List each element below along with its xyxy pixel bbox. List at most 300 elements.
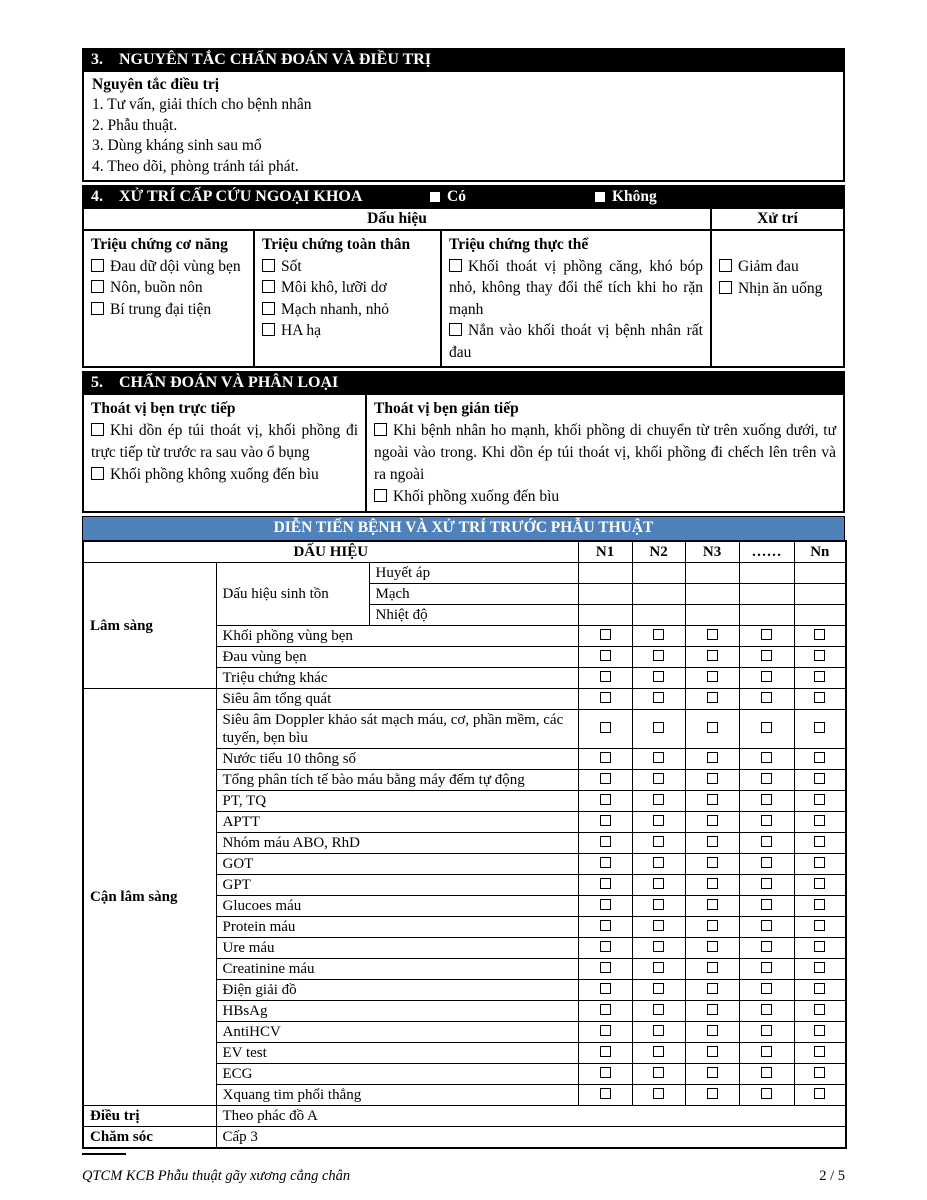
- checkbox[interactable]: [262, 280, 275, 293]
- day-cell: [794, 626, 846, 647]
- day-cell: [685, 938, 739, 959]
- row-label: Đau vùng bẹn: [216, 647, 578, 668]
- day-cell: [685, 791, 739, 812]
- checkbox[interactable]: [707, 773, 718, 784]
- care-value: Cấp 3: [216, 1127, 846, 1149]
- day-cell: [739, 917, 794, 938]
- checkbox[interactable]: [374, 423, 387, 436]
- day-cell: [578, 833, 632, 854]
- progress-title-bar: [82, 516, 845, 540]
- checkbox[interactable]: [600, 920, 611, 931]
- form-content: [82, 48, 845, 1185]
- row-label: AntiHCV: [216, 1022, 578, 1043]
- checkbox[interactable]: [761, 1046, 772, 1057]
- checkbox[interactable]: [707, 794, 718, 805]
- day-cell: [739, 668, 794, 689]
- sign-group-title: Triệu chứng cơ năng: [91, 236, 228, 254]
- checkbox[interactable]: [814, 671, 825, 682]
- checkbox[interactable]: [600, 815, 611, 826]
- day-cell: [739, 791, 794, 812]
- checkbox[interactable]: [653, 836, 664, 847]
- checkbox-item: Khối phồng không xuống đến bìu: [91, 464, 358, 486]
- checkbox[interactable]: [653, 1004, 664, 1015]
- day-cell: [794, 749, 846, 770]
- checkbox[interactable]: [761, 1067, 772, 1078]
- day-cell: [685, 1043, 739, 1064]
- section5-header: [82, 371, 845, 395]
- checkbox[interactable]: [707, 692, 718, 703]
- option-yes[interactable]: [430, 188, 466, 206]
- table-header-row: [83, 541, 846, 563]
- day-cell: [739, 812, 794, 833]
- checkbox[interactable]: [600, 857, 611, 868]
- day-cell: [685, 896, 739, 917]
- day-cell: [685, 605, 739, 626]
- checkbox[interactable]: [719, 281, 732, 294]
- checkbox[interactable]: [600, 671, 611, 682]
- checkbox[interactable]: [814, 794, 825, 805]
- day-header-cell: N1: [578, 541, 632, 563]
- checkbox[interactable]: [653, 692, 664, 703]
- checkbox[interactable]: [707, 920, 718, 931]
- day-header-cell: N2: [632, 541, 685, 563]
- checkbox[interactable]: [91, 259, 104, 272]
- checkbox[interactable]: [653, 857, 664, 868]
- day-cell: [739, 647, 794, 668]
- checkbox-item: Khối thoát vị phồng căng, khó bóp nhỏ, không thay đổi thể tích khi ho rặn mạnh: [449, 257, 703, 318]
- day-cell: [794, 854, 846, 875]
- checkbox-item: Nắn vào khối thoát vị bệnh nhân rất đau: [449, 322, 703, 361]
- checkbox[interactable]: [653, 1025, 664, 1036]
- checkbox[interactable]: [814, 752, 825, 763]
- row-label: Glucoes máu: [216, 896, 578, 917]
- day-cell: [794, 1001, 846, 1022]
- checkbox[interactable]: [707, 752, 718, 763]
- day-cell: [739, 1064, 794, 1085]
- checkbox[interactable]: [761, 857, 772, 868]
- checkbox[interactable]: [91, 423, 104, 436]
- day-cell: [578, 563, 632, 584]
- day-cell: [632, 1085, 685, 1106]
- option-yes-label: Có: [447, 188, 466, 206]
- row-label: GPT: [216, 875, 578, 896]
- day-cell: [739, 896, 794, 917]
- footer-document-name: QTCM KCB Phẫu thuật gãy xương cẳng chân: [82, 1168, 351, 1185]
- sign-group: [255, 231, 442, 366]
- checkbox[interactable]: [814, 1046, 825, 1057]
- day-cell: [632, 1043, 685, 1064]
- day-cell: [794, 563, 846, 584]
- day-cell: [578, 1085, 632, 1106]
- checkbox[interactable]: [707, 899, 718, 910]
- checkbox-item: Môi khô, lưỡi dơ: [262, 277, 433, 299]
- checkbox[interactable]: [262, 323, 275, 336]
- checkbox[interactable]: [707, 983, 718, 994]
- checkbox[interactable]: [91, 280, 104, 293]
- checkbox[interactable]: [374, 489, 387, 502]
- day-cell: [794, 917, 846, 938]
- day-cell: [685, 626, 739, 647]
- checkbox[interactable]: [707, 815, 718, 826]
- checkbox[interactable]: [761, 983, 772, 994]
- checkbox-yes-icon[interactable]: [430, 192, 440, 202]
- checkbox[interactable]: [707, 629, 718, 640]
- day-cell: [685, 749, 739, 770]
- day-cell: [578, 812, 632, 833]
- day-cell: [794, 710, 846, 749]
- principle-item: 4. Theo dõi, phòng tránh tái phát.: [92, 157, 299, 175]
- row-label: EV test: [216, 1043, 578, 1064]
- checkbox[interactable]: [761, 1025, 772, 1036]
- day-cell: [794, 812, 846, 833]
- day-cell: [685, 668, 739, 689]
- classification-title: Thoát vị bẹn trực tiếp: [91, 400, 236, 418]
- checkbox[interactable]: [653, 941, 664, 952]
- checkbox[interactable]: [600, 752, 611, 763]
- checkbox[interactable]: [761, 941, 772, 952]
- checkbox[interactable]: [814, 899, 825, 910]
- principles-list: [92, 95, 835, 177]
- day-cell: [578, 689, 632, 710]
- row-label: PT, TQ: [216, 791, 578, 812]
- checkbox[interactable]: [814, 941, 825, 952]
- sign-group: [442, 231, 712, 366]
- section3-title: NGUYÊN TẮC CHẨN ĐOÁN VÀ ĐIỀU TRỊ: [119, 51, 432, 68]
- checkbox[interactable]: [653, 629, 664, 640]
- checkbox[interactable]: [761, 722, 772, 733]
- day-cell: [632, 980, 685, 1001]
- day-cell: [739, 875, 794, 896]
- checkbox[interactable]: [653, 962, 664, 973]
- day-cell: [794, 875, 846, 896]
- day-cell: [794, 770, 846, 791]
- section4-header: [82, 185, 845, 209]
- treatment-column: [712, 231, 843, 366]
- checkbox[interactable]: [653, 773, 664, 784]
- day-cell: [794, 1022, 846, 1043]
- day-cell: [578, 584, 632, 605]
- checkbox[interactable]: [600, 629, 611, 640]
- checkbox[interactable]: [761, 1088, 772, 1099]
- day-cell: [739, 563, 794, 584]
- checkbox[interactable]: [600, 1088, 611, 1099]
- checkbox[interactable]: [600, 983, 611, 994]
- checkbox[interactable]: [449, 323, 462, 336]
- checkbox[interactable]: [761, 920, 772, 931]
- checkbox[interactable]: [600, 1004, 611, 1015]
- row-label: Triệu chứng khác: [216, 668, 578, 689]
- checkbox[interactable]: [653, 794, 664, 805]
- checkbox[interactable]: [814, 857, 825, 868]
- checkbox[interactable]: [761, 1004, 772, 1015]
- checkbox[interactable]: [761, 650, 772, 661]
- checkbox[interactable]: [707, 671, 718, 682]
- checkbox[interactable]: [91, 467, 104, 480]
- checkbox[interactable]: [653, 722, 664, 733]
- checkbox[interactable]: [600, 899, 611, 910]
- section5-title: CHẨN ĐOÁN VÀ PHÂN LOẠI: [119, 374, 339, 392]
- checkbox[interactable]: [761, 752, 772, 763]
- checkbox[interactable]: [707, 1025, 718, 1036]
- checkbox-item: HA hạ: [262, 320, 433, 342]
- checkbox[interactable]: [814, 692, 825, 703]
- checkbox[interactable]: [707, 941, 718, 952]
- day-cell: [632, 938, 685, 959]
- checkbox[interactable]: [600, 962, 611, 973]
- checkbox[interactable]: [814, 1025, 825, 1036]
- checkbox[interactable]: [814, 1088, 825, 1099]
- checkbox[interactable]: [707, 1067, 718, 1078]
- sign-group-title: Triệu chứng thực thể: [449, 236, 589, 254]
- checkbox[interactable]: [600, 878, 611, 889]
- checkbox[interactable]: [814, 983, 825, 994]
- day-cell: [632, 647, 685, 668]
- checkbox[interactable]: [653, 1067, 664, 1078]
- day-cell: [632, 917, 685, 938]
- checkbox[interactable]: [814, 836, 825, 847]
- day-cell: [794, 896, 846, 917]
- row-label: Ure máu: [216, 938, 578, 959]
- page-footer: [82, 1168, 845, 1185]
- checkbox[interactable]: [707, 878, 718, 889]
- day-cell: [739, 938, 794, 959]
- checkbox[interactable]: [600, 773, 611, 784]
- day-cell: [632, 959, 685, 980]
- checkbox[interactable]: [761, 962, 772, 973]
- section3-number: 3.: [91, 51, 103, 68]
- checkbox[interactable]: [91, 302, 104, 315]
- checkbox[interactable]: [814, 629, 825, 640]
- table-row: [83, 563, 846, 584]
- day-header-cell: N3: [685, 541, 739, 563]
- progress-table-body: [83, 541, 846, 1148]
- checkbox[interactable]: [653, 920, 664, 931]
- checkbox[interactable]: [653, 878, 664, 889]
- day-cell: [794, 980, 846, 1001]
- checkbox-item: Đau dữ dội vùng bẹn: [91, 256, 246, 278]
- checkbox[interactable]: [707, 1046, 718, 1057]
- checkbox[interactable]: [814, 722, 825, 733]
- checkbox[interactable]: [707, 650, 718, 661]
- checkbox[interactable]: [653, 899, 664, 910]
- day-cell: [685, 917, 739, 938]
- checkbox[interactable]: [761, 794, 772, 805]
- day-cell: [632, 1064, 685, 1085]
- day-cell: [632, 1022, 685, 1043]
- day-cell: [578, 605, 632, 626]
- checkbox[interactable]: [814, 773, 825, 784]
- checkbox[interactable]: [600, 650, 611, 661]
- progress-title: DIỄN TIẾN BỆNH VÀ XỬ TRÍ TRƯỚC PHẪU THUẬT: [273, 519, 654, 537]
- group-label-clinical: Lâm sàng: [83, 563, 216, 689]
- day-cell: [578, 1022, 632, 1043]
- checkbox[interactable]: [814, 1004, 825, 1015]
- day-cell: [578, 749, 632, 770]
- row-label: Creatinine máu: [216, 959, 578, 980]
- day-cell: [578, 917, 632, 938]
- checkbox[interactable]: [814, 878, 825, 889]
- checkbox[interactable]: [653, 1046, 664, 1057]
- checkbox[interactable]: [653, 752, 664, 763]
- day-cell: [794, 584, 846, 605]
- day-cell: [794, 1043, 846, 1064]
- day-cell: [739, 833, 794, 854]
- footer-rule: [82, 1153, 126, 1155]
- day-cell: [794, 833, 846, 854]
- option-no[interactable]: [595, 188, 657, 206]
- day-cell: [794, 689, 846, 710]
- day-cell: [739, 584, 794, 605]
- checkbox[interactable]: [707, 1088, 718, 1099]
- day-cell: [739, 1043, 794, 1064]
- day-cell: [794, 668, 846, 689]
- checkbox-no-icon[interactable]: [595, 192, 605, 202]
- checkbox[interactable]: [707, 1004, 718, 1015]
- day-cell: [739, 770, 794, 791]
- day-cell: [685, 854, 739, 875]
- row-label: Khối phồng vùng bẹn: [216, 626, 578, 647]
- sign-group: [84, 231, 255, 366]
- classification-title: Thoát vị bẹn gián tiếp: [374, 400, 519, 418]
- day-cell: [578, 980, 632, 1001]
- checkbox[interactable]: [600, 692, 611, 703]
- day-cell: [794, 791, 846, 812]
- day-cell: [739, 689, 794, 710]
- day-cell: [685, 833, 739, 854]
- day-cell: [632, 1001, 685, 1022]
- day-cell: [794, 1064, 846, 1085]
- day-cell: [578, 791, 632, 812]
- checkbox[interactable]: [600, 1067, 611, 1078]
- checkbox-item: Mạch nhanh, nhỏ: [262, 299, 433, 321]
- day-cell: [685, 1001, 739, 1022]
- day-cell: [739, 980, 794, 1001]
- row-label: Tổng phân tích tế bào máu bằng máy đếm tự động: [216, 770, 578, 791]
- checkbox[interactable]: [719, 259, 732, 272]
- sign-group-title: Triệu chứng toàn thân: [262, 236, 411, 254]
- day-cell: [794, 1085, 846, 1106]
- checkbox-item: Khối phồng xuống đến bìu: [374, 486, 836, 508]
- checkbox[interactable]: [600, 794, 611, 805]
- row-label: Điện giải đồ: [216, 980, 578, 1001]
- checkbox[interactable]: [707, 836, 718, 847]
- section5-number: 5.: [91, 374, 103, 392]
- day-cell: [685, 1064, 739, 1085]
- row-label: ECG: [216, 1064, 578, 1085]
- checkbox[interactable]: [761, 836, 772, 847]
- classification-column: [367, 395, 843, 511]
- signs-header-row: [82, 209, 845, 231]
- checkbox[interactable]: [707, 722, 718, 733]
- header-label-cell: DẤU HIỆU: [83, 541, 578, 563]
- day-header-cell: ……: [739, 541, 794, 563]
- checkbox[interactable]: [707, 962, 718, 973]
- checkbox[interactable]: [814, 815, 825, 826]
- day-cell: [578, 710, 632, 749]
- row-label: Nước tiểu 10 thông số: [216, 749, 578, 770]
- checkbox[interactable]: [707, 857, 718, 868]
- care-label: Chăm sóc: [83, 1127, 216, 1149]
- day-cell: [794, 647, 846, 668]
- principles-subtitle: Nguyên tắc điều trị: [92, 76, 220, 93]
- day-cell: [578, 959, 632, 980]
- checkbox[interactable]: [761, 692, 772, 703]
- vital-row-label: Nhiệt độ: [369, 605, 578, 626]
- checkbox[interactable]: [814, 920, 825, 931]
- checkbox[interactable]: [449, 259, 462, 272]
- checkbox[interactable]: [761, 878, 772, 889]
- day-cell: [685, 980, 739, 1001]
- day-cell: [632, 584, 685, 605]
- checkbox[interactable]: [262, 259, 275, 272]
- checkbox[interactable]: [600, 1046, 611, 1057]
- day-cell: [578, 1001, 632, 1022]
- day-cell: [685, 1022, 739, 1043]
- day-cell: [632, 668, 685, 689]
- checkbox[interactable]: [761, 629, 772, 640]
- day-cell: [685, 875, 739, 896]
- checkbox[interactable]: [761, 671, 772, 682]
- day-cell: [632, 896, 685, 917]
- day-cell: [632, 626, 685, 647]
- row-label: APTT: [216, 812, 578, 833]
- checkbox[interactable]: [761, 899, 772, 910]
- checkbox[interactable]: [814, 1067, 825, 1078]
- day-cell: [632, 812, 685, 833]
- checkbox[interactable]: [653, 815, 664, 826]
- day-cell: [739, 710, 794, 749]
- vital-row-label: Mạch: [369, 584, 578, 605]
- checkbox[interactable]: [600, 941, 611, 952]
- day-cell: [578, 1043, 632, 1064]
- checkbox[interactable]: [761, 773, 772, 784]
- day-cell: [632, 770, 685, 791]
- treatment-label: Điều trị: [83, 1106, 216, 1127]
- checkbox[interactable]: [814, 962, 825, 973]
- classification-column: [84, 395, 367, 511]
- day-cell: [632, 605, 685, 626]
- day-cell: [739, 1001, 794, 1022]
- row-label: HBsAg: [216, 1001, 578, 1022]
- checkbox[interactable]: [653, 1088, 664, 1099]
- day-cell: [578, 668, 632, 689]
- day-cell: [578, 938, 632, 959]
- day-cell: [632, 710, 685, 749]
- row-label: Protein máu: [216, 917, 578, 938]
- day-cell: [632, 854, 685, 875]
- day-cell: [794, 938, 846, 959]
- day-cell: [794, 605, 846, 626]
- checkbox[interactable]: [653, 983, 664, 994]
- checkbox[interactable]: [600, 1025, 611, 1036]
- day-cell: [685, 710, 739, 749]
- checkbox[interactable]: [761, 815, 772, 826]
- day-cell: [794, 959, 846, 980]
- day-cell: [685, 770, 739, 791]
- checkbox[interactable]: [262, 302, 275, 315]
- day-cell: [685, 812, 739, 833]
- checkbox[interactable]: [653, 650, 664, 661]
- checkbox[interactable]: [600, 836, 611, 847]
- checkbox[interactable]: [653, 671, 664, 682]
- table-row: [83, 1127, 846, 1149]
- day-cell: [578, 896, 632, 917]
- checkbox[interactable]: [600, 722, 611, 733]
- day-cell: [578, 770, 632, 791]
- checkbox[interactable]: [814, 650, 825, 661]
- signs-row: [82, 231, 845, 368]
- option-no-label: Không: [612, 188, 657, 206]
